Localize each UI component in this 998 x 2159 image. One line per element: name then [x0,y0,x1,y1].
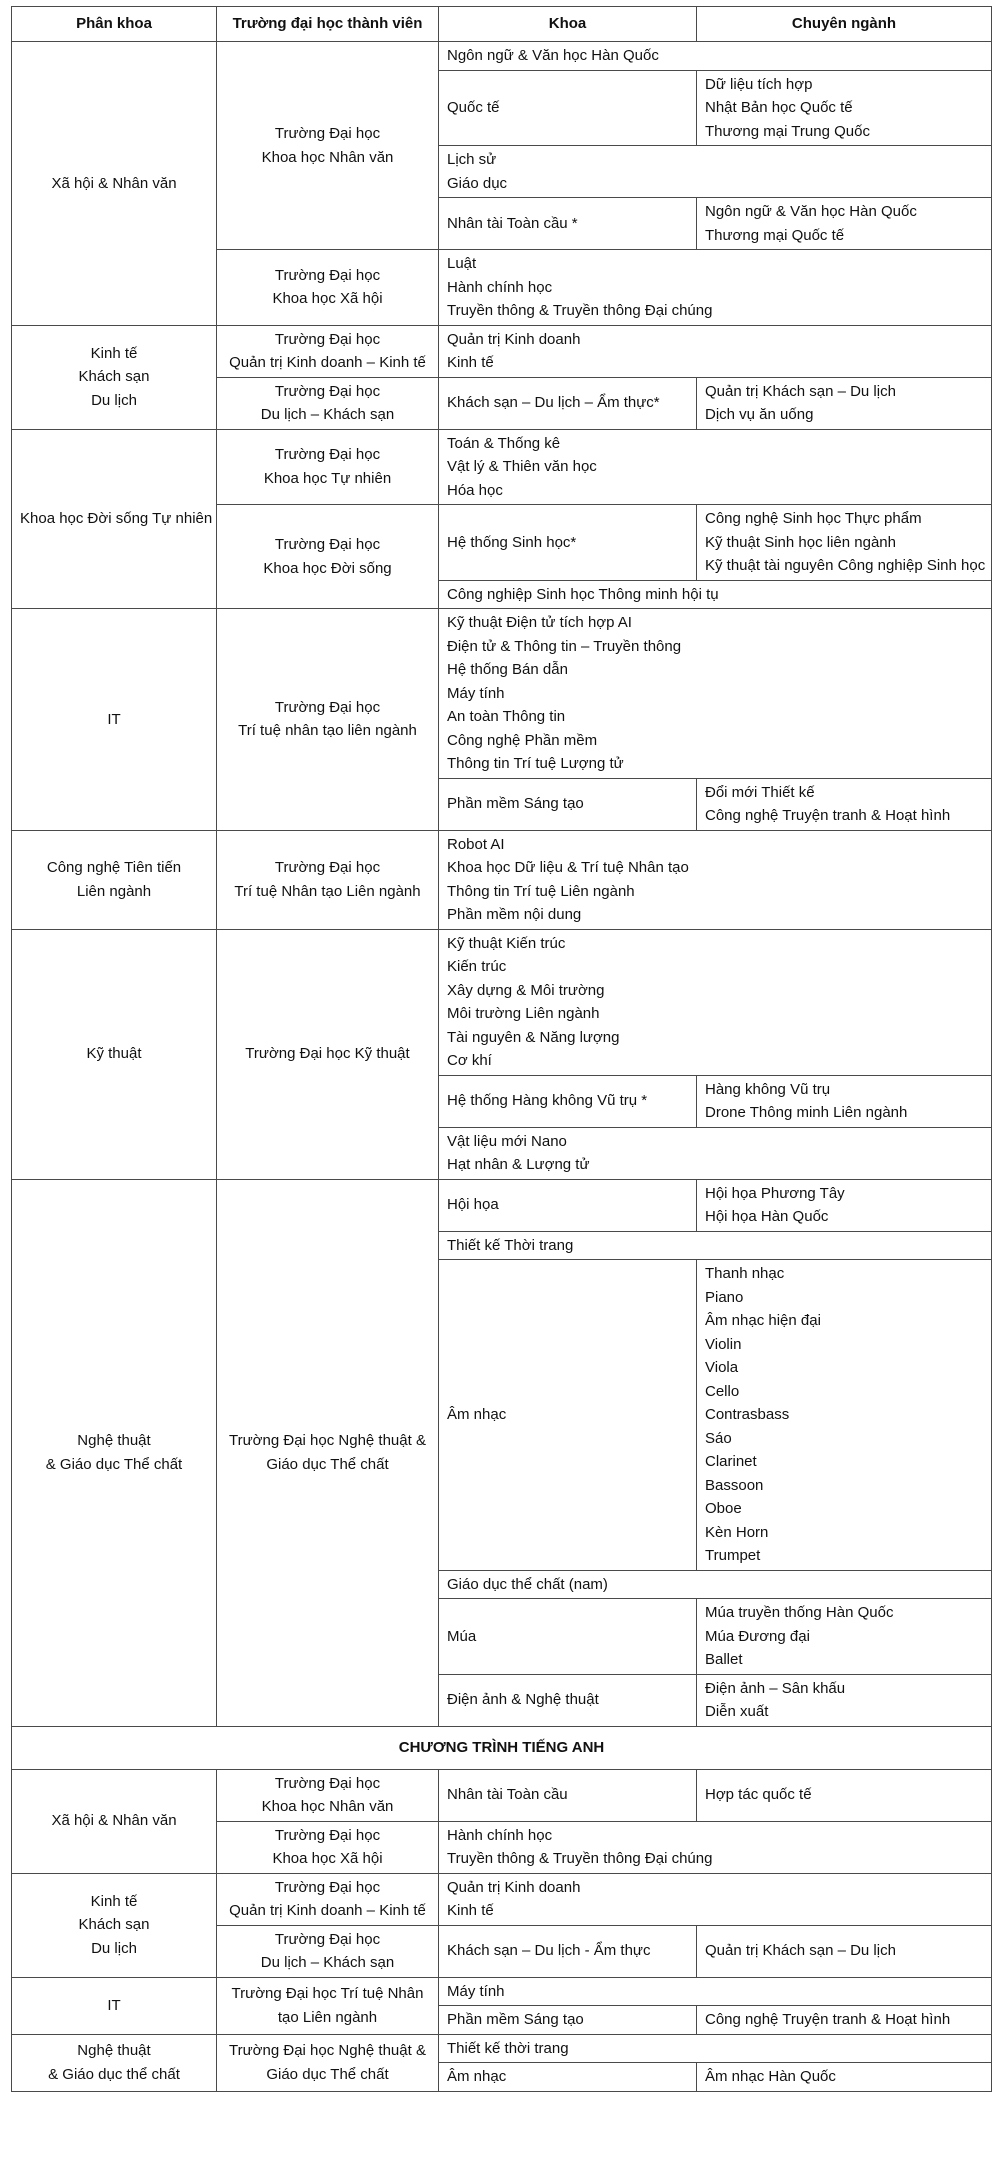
department-cell [439,1179,697,1231]
college-name: Trường Đại học [274,330,381,348]
department-name: Hệ thống Hàng không Vũ trụ * [447,1092,648,1110]
college-name: Trường Đại học [274,446,381,464]
major-name: Trumpet [705,1547,761,1564]
division-name: Nghệ thuật [77,2042,151,2059]
college-cell [217,1977,439,2034]
college-cell [217,377,439,429]
major-name: Contrasbass [705,1406,790,1423]
college-name: Trường Đại học [274,698,381,716]
college-name: Trường Đại học Nghệ thuật & [229,2042,426,2059]
department-name: Toán & Thống kê [447,434,561,452]
department-cell [439,1075,697,1127]
department-name: Thông tin Trí tuệ Liên ngành [447,882,635,900]
division-name: Khách sạn [78,368,150,386]
table-row [12,1873,992,1925]
division-name: Khoa học Đời sống Tự nhiên [20,510,213,527]
college-cell [217,505,439,609]
division-name: Công nghệ Tiên tiến [46,859,182,876]
major-name: Kỹ thuật tài nguyên Công nghiệp Sinh học [705,557,986,574]
college-cell [217,830,439,929]
major-cell [697,198,992,250]
major-name: Sáo [705,1429,732,1447]
college-name: Trường Đại học Trí tuệ Nhân [231,1985,424,2002]
college-name: Khoa học Nhân văn [261,1798,394,1815]
division-cell [12,929,217,1179]
department-name: Cơ khí [447,1052,492,1069]
department-cell [439,325,992,377]
division-name: Kinh tế [90,1892,138,1910]
header-row [12,7,992,42]
college-name: Trường Đại học Kỹ thuật [245,1045,410,1063]
division-name: Khách sạn [78,1916,150,1934]
major-name: Múa Đương đại [705,1627,810,1645]
major-name: Quản trị Khách sạn – Du lịch [705,382,896,400]
department-name: Hành chính học [447,1826,553,1844]
college-name: Trường Đại học [274,1878,381,1896]
college-name: Khoa học Đời sống [263,559,392,577]
college-name: Trường Đại học [274,382,381,400]
table-row [12,42,992,71]
major-name: Kỹ thuật Sinh học liên ngành [705,533,896,551]
department-cell [439,42,992,71]
major-name: Điện ảnh – Sân khấu [705,1679,846,1697]
division-cell [12,325,217,429]
department-name: Tài nguyên & Năng lượng [447,1028,620,1046]
section-row [12,1726,992,1769]
department-name: Máy tính [447,1982,505,2000]
division-name: IT [107,1996,121,2014]
major-name: Công nghệ Truyện tranh & Hoạt hình [705,2011,951,2028]
table-row [12,429,992,505]
division-cell [12,1769,217,1873]
division-name: Kinh tế [90,344,138,362]
college-name: Trường Đại học Nghệ thuật & [229,1432,426,1449]
department-name: Lịch sử [447,151,497,168]
major-name: Quản trị Khách sạn – Du lịch [705,1942,896,1960]
major-cell [697,2063,992,2092]
division-cell [12,1873,217,1977]
department-name: Kiến trúc [447,958,507,975]
division-name: Xã hội & Nhân văn [51,1812,177,1830]
college-name: Khoa học Xã hội [272,290,383,308]
department-name: Xây dựng & Môi trường [447,981,605,999]
division-name: Kỹ thuật [86,1045,142,1063]
department-cell [439,609,992,779]
department-cell [439,1977,992,2006]
major-name: Nhật Bản học Quốc tế [705,99,853,116]
department-name: Hạt nhân & Lượng tử [447,1156,590,1173]
college-cell [217,609,439,831]
major-name: Múa truyền thống Hàn Quốc [705,1604,894,1621]
division-cell [12,1179,217,1726]
department-cell [439,146,992,198]
college-name: Giáo dục Thể chất [266,1455,389,1473]
major-cell [697,505,992,581]
college-cell [217,1873,439,1925]
major-name: Ngôn ngữ & Văn học Hàn Quốc [705,203,917,220]
department-name: Kỹ thuật Kiến trúc [447,934,566,952]
division-cell [12,1977,217,2034]
major-name: Diễn xuất [705,1703,769,1720]
division-cell [12,429,217,609]
department-name: Phần mềm Sáng tạo [447,2011,584,2028]
department-name: Thiết kế thời trang [447,2039,569,2057]
department-name: Quản trị Kinh doanh [447,330,581,348]
college-name: Trí tuệ nhân tạo liên ngành [238,722,417,740]
table-row [12,2034,992,2063]
table-row [12,1179,992,1231]
college-cell [217,1925,439,1977]
college-cell [217,2034,439,2091]
college-name: Trường Đại học [274,859,381,876]
major-name: Piano [705,1288,744,1306]
department-cell [439,1231,992,1260]
main-program-body [12,42,992,1727]
department-name: Phần mềm nội dung [447,906,582,923]
major-name: Dữ liệu tích hợp [705,75,813,93]
department-cell [439,2034,992,2063]
table-row [12,1977,992,2006]
division-name: Liên ngành [76,882,152,900]
department-name: Âm nhạc [447,1406,507,1423]
department-name: Robot AI [447,835,505,853]
college-name: Quản trị Kinh doanh – Kinh tế [229,354,426,371]
table-row [12,609,992,779]
college-name: Trường Đại học [274,1826,381,1844]
major-cell [697,70,992,146]
department-cell [439,429,992,505]
department-name: Giáo dục [447,174,508,192]
division-name: Xã hội & Nhân văn [51,174,177,192]
major-cell [697,2006,992,2035]
department-cell [439,1769,697,1821]
major-name: Bassoon [705,1476,764,1494]
department-name: Vật liệu mới Nano [447,1132,567,1150]
college-cell [217,325,439,377]
department-name: Phần mềm Sáng tạo [447,795,584,813]
department-cell [439,1127,992,1179]
department-name: Thông tin Trí tuệ Lượng tử [447,755,624,772]
college-name: Du lịch – Khách sạn [260,406,395,423]
college-name: Khoa học Nhân văn [261,148,394,166]
division-cell [12,42,217,326]
department-cell [439,778,697,830]
major-cell [697,1260,992,1571]
college-cell [217,1179,439,1726]
college-name: Trường Đại học [274,266,381,284]
department-cell [439,1674,697,1726]
department-name: Nhân tài Toàn cầu * [447,214,578,232]
department-cell [439,198,697,250]
department-name: Hệ thống Bán dẫn [447,661,568,678]
table-row [12,1769,992,1821]
division-name: Du lịch [91,391,137,409]
college-name: Trường Đại học [274,125,381,142]
division-name: & Giáo dục thể chất [48,2065,180,2083]
major-cell [697,1769,992,1821]
college-name: Trường Đại học [274,536,381,553]
major-cell [697,1925,992,1977]
major-name: Violin [705,1335,742,1353]
major-name: Viola [705,1359,739,1376]
department-cell [439,505,697,581]
department-cell [439,580,992,609]
table-row [12,929,992,1075]
division-cell [12,2034,217,2091]
department-cell [439,2006,697,2035]
division-name: Nghệ thuật [77,1432,151,1449]
division-cell [12,830,217,929]
department-cell [439,70,697,146]
major-name: Thương mại Trung Quốc [705,122,870,140]
program-table-container [11,6,991,2092]
department-name: Môi trường Liên ngành [447,1005,600,1022]
major-name: Drone Thông minh Liên ngành [705,1104,908,1121]
department-name: Quản trị Kinh doanh [447,1878,581,1896]
major-name: Thương mại Quốc tế [705,226,845,244]
major-name: Hội họa Phương Tây [705,1184,845,1202]
major-cell [697,1674,992,1726]
college-name: Trí tuệ Nhân tạo Liên ngành [234,882,421,900]
department-cell [439,1925,697,1977]
major-name: Hội họa Hàn Quốc [705,1208,829,1225]
header-member-college: Trường đại học thành viên [217,7,439,42]
department-name: Quốc tế [447,99,500,116]
department-name: Kinh tế [447,354,494,371]
table-row [12,325,992,377]
division-name: & Giáo dục Thể chất [45,1455,183,1473]
college-name: tạo Liên ngành [277,2008,378,2026]
college-name: Khoa học Tự nhiên [263,469,392,487]
department-name: Hóa học [447,481,503,499]
department-name: Khách sạn – Du lịch – Ẩm thực* [447,394,660,412]
major-cell [697,1179,992,1231]
department-cell [439,377,697,429]
major-name: Ballet [705,1651,743,1668]
division-cell [12,609,217,831]
department-cell [439,1821,992,1873]
department-name: Múa [447,1627,477,1645]
department-name: Truyền thông & Truyền thông Đại chúng [447,1850,713,1867]
college-name: Giáo dục Thể chất [266,2065,389,2083]
department-cell [439,2063,697,2092]
department-name: Kỹ thuật Điện tử tích hợp AI [447,614,632,631]
department-cell [439,1260,697,1571]
division-name: IT [107,710,121,728]
college-name: Trường Đại học [274,1774,381,1792]
major-name: Âm nhạc Hàn Quốc [705,2068,836,2085]
department-cell [439,1599,697,1675]
department-name: Hành chính học [447,278,553,296]
major-cell [697,1599,992,1675]
college-cell [217,1821,439,1873]
major-name: Thanh nhạc [705,1265,785,1282]
division-name: Du lịch [91,1939,137,1957]
header-department: Khoa [439,7,697,42]
department-name: Hệ thống Sinh học* [447,533,577,551]
department-name: Luật [447,255,477,272]
department-cell [439,830,992,929]
department-name: Máy tính [447,684,505,702]
major-cell [697,377,992,429]
major-name: Hàng không Vũ trụ [705,1080,831,1098]
college-cell [217,42,439,250]
department-name: Kinh tế [447,1902,494,1919]
department-name: Điện ảnh & Nghệ thuật [447,1691,599,1709]
program-table [11,6,992,2092]
english-program-body [12,1769,992,2091]
department-name: Khách sạn – Du lịch - Ẩm thực [447,1942,651,1960]
college-cell [217,1769,439,1821]
department-name: An toàn Thông tin [447,708,566,725]
department-name: Khoa học Dữ liệu & Trí tuệ Nhân tạo [447,859,689,876]
major-name: Công nghệ Truyện tranh & Hoạt hình [705,807,951,824]
department-name: Công nghiệp Sinh học Thông minh hội tụ [447,585,719,603]
major-name: Oboe [705,1500,742,1517]
major-cell [697,1075,992,1127]
department-name: Hội họa [447,1196,499,1214]
department-name: Nhân tài Toàn cầu [447,1786,568,1804]
table-row [12,830,992,929]
college-name: Du lịch – Khách sạn [260,1954,395,1971]
header-division: Phân khoa [12,7,217,42]
college-cell [217,929,439,1179]
college-cell [217,250,439,326]
major-name: Công nghệ Sinh học Thực phẩm [705,510,922,527]
department-name: Điện tử & Thông tin – Truyền thông [447,637,682,655]
college-name: Trường Đại học [274,1930,381,1948]
department-name: Ngôn ngữ & Văn học Hàn Quốc [447,47,659,64]
major-name: Cello [705,1382,740,1400]
section-title: CHƯƠNG TRÌNH TIẾNG ANH [12,1726,992,1769]
department-name: Vật lý & Thiên văn học [447,458,597,475]
header-major: Chuyên ngành [697,7,992,42]
major-name: Hợp tác quốc tế [705,1786,812,1804]
college-name: Quản trị Kinh doanh – Kinh tế [229,1902,426,1919]
college-cell [217,429,439,505]
department-name: Truyền thông & Truyền thông Đại chúng [447,302,713,319]
college-name: Khoa học Xã hội [272,1850,383,1867]
department-cell [439,1873,992,1925]
major-name: Kèn Horn [705,1523,769,1541]
department-cell [439,250,992,326]
department-cell [439,1570,992,1599]
major-name: Đổi mới Thiết kế [705,783,815,801]
major-name: Dịch vụ ăn uống [705,406,814,423]
major-cell [697,778,992,830]
department-name: Thiết kế Thời trang [447,1236,574,1254]
department-name: Âm nhạc [447,2068,507,2085]
department-cell [439,929,992,1075]
major-name: Clarinet [705,1453,757,1470]
major-name: Âm nhạc hiện đại [705,1312,821,1329]
department-name: Giáo dục thể chất (nam) [447,1575,608,1593]
department-name: Công nghệ Phần mềm [447,731,598,749]
